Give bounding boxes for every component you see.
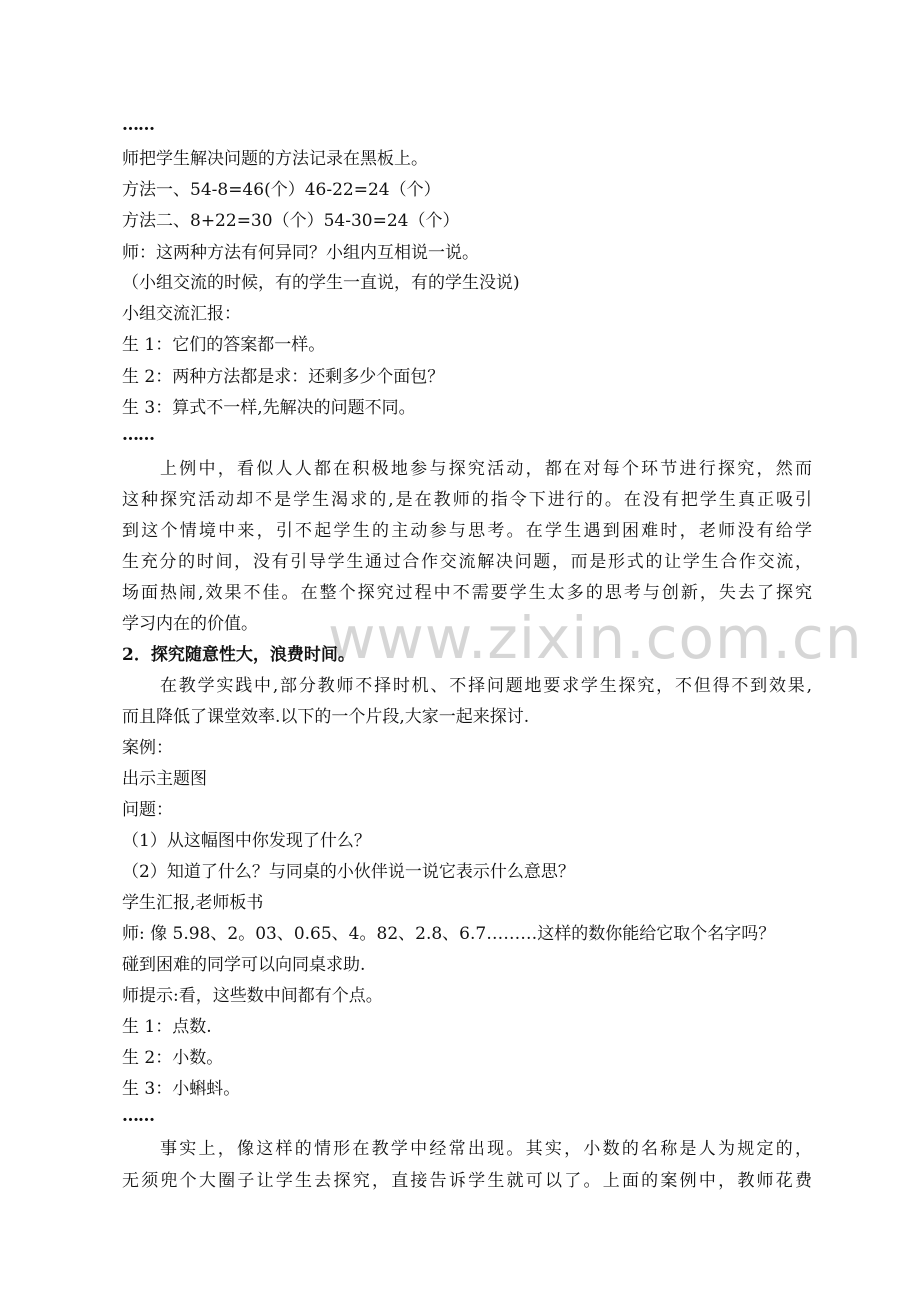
text-line: 生 3：小蝌蚪。 — [122, 1079, 241, 1099]
paragraph-line: 在教学实践中,部分教师不择时机、不择问题地要求学生探究，不但得不到效果, — [160, 676, 812, 696]
paragraph-line: 到这个情境中来，引不起学生的主动参与思考。在学生遇到困难时，老师没有给学 — [122, 521, 812, 541]
text-line: 师: 像 5.98、2。03、0.65、4。82、2.8、6.7………这样的数你能给它取个名字吗？ — [122, 924, 776, 944]
paragraph-line: 学习内在的价值。 — [122, 614, 258, 634]
ellipsis-line: …… — [122, 425, 154, 445]
text-line: 生 2：小数。 — [122, 1048, 224, 1068]
ellipsis-line: …… — [122, 1106, 154, 1126]
paragraph-line: 场面热闹,效果不佳。在整个探究过程中不需要学生太多的思考与创新，失去了探究 — [122, 583, 812, 603]
paragraph-line: 这种探究活动却不是学生渴求的,是在教师的指令下进行的。在没有把学生真正吸引 — [122, 490, 812, 510]
text-line: 小组交流汇报： — [122, 304, 241, 324]
section-heading: 2．探究随意性大，浪费时间。 — [122, 645, 355, 665]
text-line: 生 1：它们的答案都一样。 — [122, 335, 326, 355]
text-line: 案例： — [122, 738, 173, 758]
text-line: 师提示:看，这些数中间都有个点。 — [122, 986, 383, 1006]
text-line: 问题： — [122, 800, 173, 820]
text-line: （2）知道了什么？与同桌的小伙伴说一说它表示什么意思？ — [122, 862, 575, 882]
text-line: 生 1：点数. — [122, 1017, 212, 1037]
paragraph-line: 事实上，像这样的情形在教学中经常出现。其实，小数的名称是人为规定的， — [160, 1139, 812, 1159]
text-line: 学生汇报,老师板书 — [122, 893, 264, 913]
ellipsis-line: …… — [122, 115, 154, 135]
text-line: 方法二、8+22=30（个）54-30=24（个） — [122, 211, 460, 231]
text-line: 师：这两种方法有何异同？小组内互相说一说。 — [122, 243, 479, 263]
text-line: 生 2：两种方法都是求：还剩多少个面包？ — [122, 367, 445, 387]
watermark: www.zixin.com.cn — [328, 604, 863, 672]
paragraph-line: 上例中，看似人人都在积极地参与探究活动，都在对每个环节进行探究，然而 — [160, 459, 812, 479]
text-line: 师把学生解决问题的方法记录在黑板上。 — [122, 149, 428, 169]
paragraph-line: 无须兜个大圈子让学生去探究，直接告诉学生就可以了。上面的案例中，教师花费 — [122, 1171, 812, 1191]
text-line: 出示主题图 — [122, 769, 207, 789]
text-line: 生 3：算式不一样,先解决的问题不同。 — [122, 398, 416, 418]
text-line: 碰到困难的同学可以向同桌求助. — [122, 955, 366, 975]
paragraph-line: 而且降低了课堂效率.以下的一个片段,大家一起来探讨. — [122, 707, 530, 727]
paragraph-line: 生充分的时间，没有引导学生通过合作交流解决问题，而是形式的让学生合作交流， — [122, 552, 812, 572]
text-line: （小组交流的时候，有的学生一直说，有的学生没说) — [122, 273, 520, 293]
text-line: （1）从这幅图中你发现了什么？ — [122, 831, 371, 851]
text-line: 方法一、54-8=46(个）46-22=24（个） — [122, 180, 441, 200]
